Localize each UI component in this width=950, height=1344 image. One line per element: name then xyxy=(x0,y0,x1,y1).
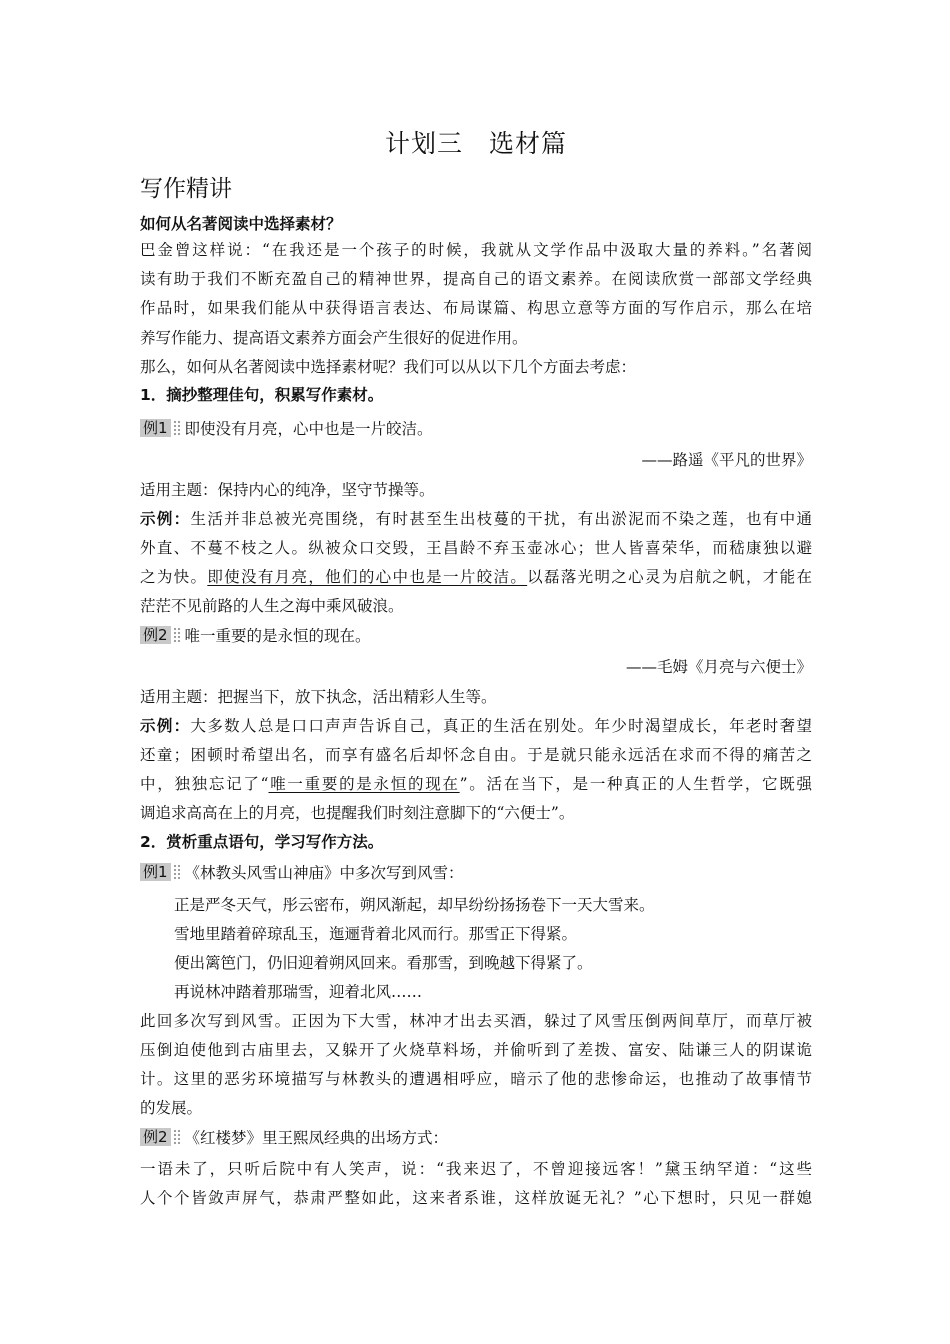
page-title: 计划三 选材篇 xyxy=(384,129,567,158)
analysis-line: 的发展。 xyxy=(140,1099,203,1117)
excerpt-line: 再说林冲踏着那瑞雪，迎着北风…… xyxy=(174,983,423,1001)
dots-icon xyxy=(173,420,181,436)
example-1-quote-line xyxy=(140,419,812,439)
example-2-quote-line xyxy=(140,626,812,646)
example-intro: 《林教头风雪山神庙》中多次写到风雪： xyxy=(184,864,464,882)
dots-icon xyxy=(173,864,181,880)
point-2-heading: 2．赏析重点语句，学习写作方法。 xyxy=(140,833,384,851)
theme-text: 适用主题：保持内心的纯净，坚守节操等。 xyxy=(140,481,435,499)
example-intro: 《红楼梦》里王熙凤经典的出场方式： xyxy=(184,1129,449,1147)
example-quote: 唯一重要的是永恒的现在。 xyxy=(184,627,371,645)
analysis-line: 压倒迫使他到古庙里去，又躲开了火烧草料场，并偷听到了差拨、富安、陆谦三人的阴谋诡 xyxy=(140,1041,812,1059)
theme-text: 适用主题：把握当下，放下执念，活出精彩人生等。 xyxy=(140,688,497,706)
sample-line: 之为快。即使没有月亮，他们的心中也是一片皎洁。以磊落光明之心灵为启航之帆，才能在 xyxy=(140,568,812,586)
excerpt-line: 一语未了，只听后院中有人笑声，说：“我来迟了，不曾迎接远客！”黛玉纳罕道：“这些 xyxy=(140,1160,812,1178)
sample-line: 示例：生活并非总被光亮围绕，有时甚至生出枝蔓的干扰，有出淤泥而不染之莲，也有中通 xyxy=(140,510,812,528)
section-heading: 写作精讲 xyxy=(140,176,232,202)
example-3-intro-line xyxy=(140,863,812,883)
excerpt-line: 人个个皆敛声屏气，恭肃严整如此，这来者系谁，这样放诞无礼？”心下想时，只见一群媳 xyxy=(140,1189,812,1207)
sample-label: 示例： xyxy=(140,717,191,735)
quote-source: ——路遥《平凡的世界》 xyxy=(641,451,812,469)
excerpt-line: 正是严冬天气，彤云密布，朔风渐起，却早纷纷扬扬卷下一天大雪来。 xyxy=(174,896,655,914)
example-tag: 例2 xyxy=(140,1128,171,1146)
underlined-quote: 唯一重要的是永恒的现在 xyxy=(268,775,460,793)
example-tag: 例1 xyxy=(140,863,171,881)
sample-line: 中，独独忘记了“唯一重要的是永恒的现在”。活在当下，是一种真正的人生哲学，它既强 xyxy=(140,775,812,793)
transition-text: 那么，如何从名著阅读中选择素材呢？我们可以从以下几个方面去考虑： xyxy=(140,358,637,376)
excerpt-line: 雪地里踏着碎琼乱玉，迤逦背着北风而行。那雪正下得紧。 xyxy=(174,925,578,943)
sample-label: 示例： xyxy=(140,510,191,528)
example-tag: 例2 xyxy=(140,626,171,644)
intro-line: 巴金曾这样说：“在我还是一个孩子的时候，我就从文学作品中汲取大量的养料。”名著阅 xyxy=(140,241,812,259)
point-1-heading: 1．摘抄整理佳句，积累写作素材。 xyxy=(140,386,384,404)
sample-line: 还童；困顿时希望出名，而享有盛名后却怀念自由。于是就只能永远活在求而不得的痛苦之 xyxy=(140,746,812,764)
intro-line: 作品时，如果我们能从中获得语言表达、布局谋篇、构思立意等方面的写作启示，那么在培 xyxy=(140,299,812,317)
example-quote: 即使没有月亮，心中也是一片皎洁。 xyxy=(184,420,433,438)
question-heading: 如何从名著阅读中选择素材？ xyxy=(140,215,342,233)
underlined-quote: 即使没有月亮，他们的心中也是一片皎洁。 xyxy=(207,568,528,586)
excerpt-line: 便出篱笆门，仍旧迎着朔风回来。看那雪，到晚越下得紧了。 xyxy=(174,954,593,972)
intro-line: 养写作能力、提高语文素养方面会产生很好的促进作用。 xyxy=(140,329,528,347)
sample-line: 调追求高高在上的月亮，也提醒我们时刻注意脚下的“六便士”。 xyxy=(140,804,575,822)
analysis-line: 此回多次写到风雪。正因为下大雪，林冲才出去买酒，躲过了风雪压倒两间草厅，而草厅被 xyxy=(140,1012,812,1030)
sample-line: 茫茫不见前路的人生之海中乘风破浪。 xyxy=(140,597,404,615)
analysis-line: 计。这里的恶劣环境描写与林教头的遭遇相呼应，暗示了他的悲惨命运，也推动了故事情节 xyxy=(140,1070,812,1088)
example-tag: 例1 xyxy=(140,419,171,437)
sample-line: 外直、不蔓不枝之人。纵被众口交毁，王昌龄不弃玉壶冰心；世人皆喜荣华，而嵇康独以避 xyxy=(140,539,812,557)
dots-icon xyxy=(173,1129,181,1145)
example-4-intro-line xyxy=(140,1128,812,1148)
quote-source: ——毛姆《月亮与六便士》 xyxy=(625,658,812,676)
intro-line: 读有助于我们不断充盈自己的精神世界，提高自己的语文素养。在阅读欣赏一部部文学经典 xyxy=(140,270,812,288)
sample-line: 示例：大多数人总是口口声声告诉自己，真正的生活在别处。年少时渴望成长，年老时奢望 xyxy=(140,717,812,735)
dots-icon xyxy=(173,627,181,643)
